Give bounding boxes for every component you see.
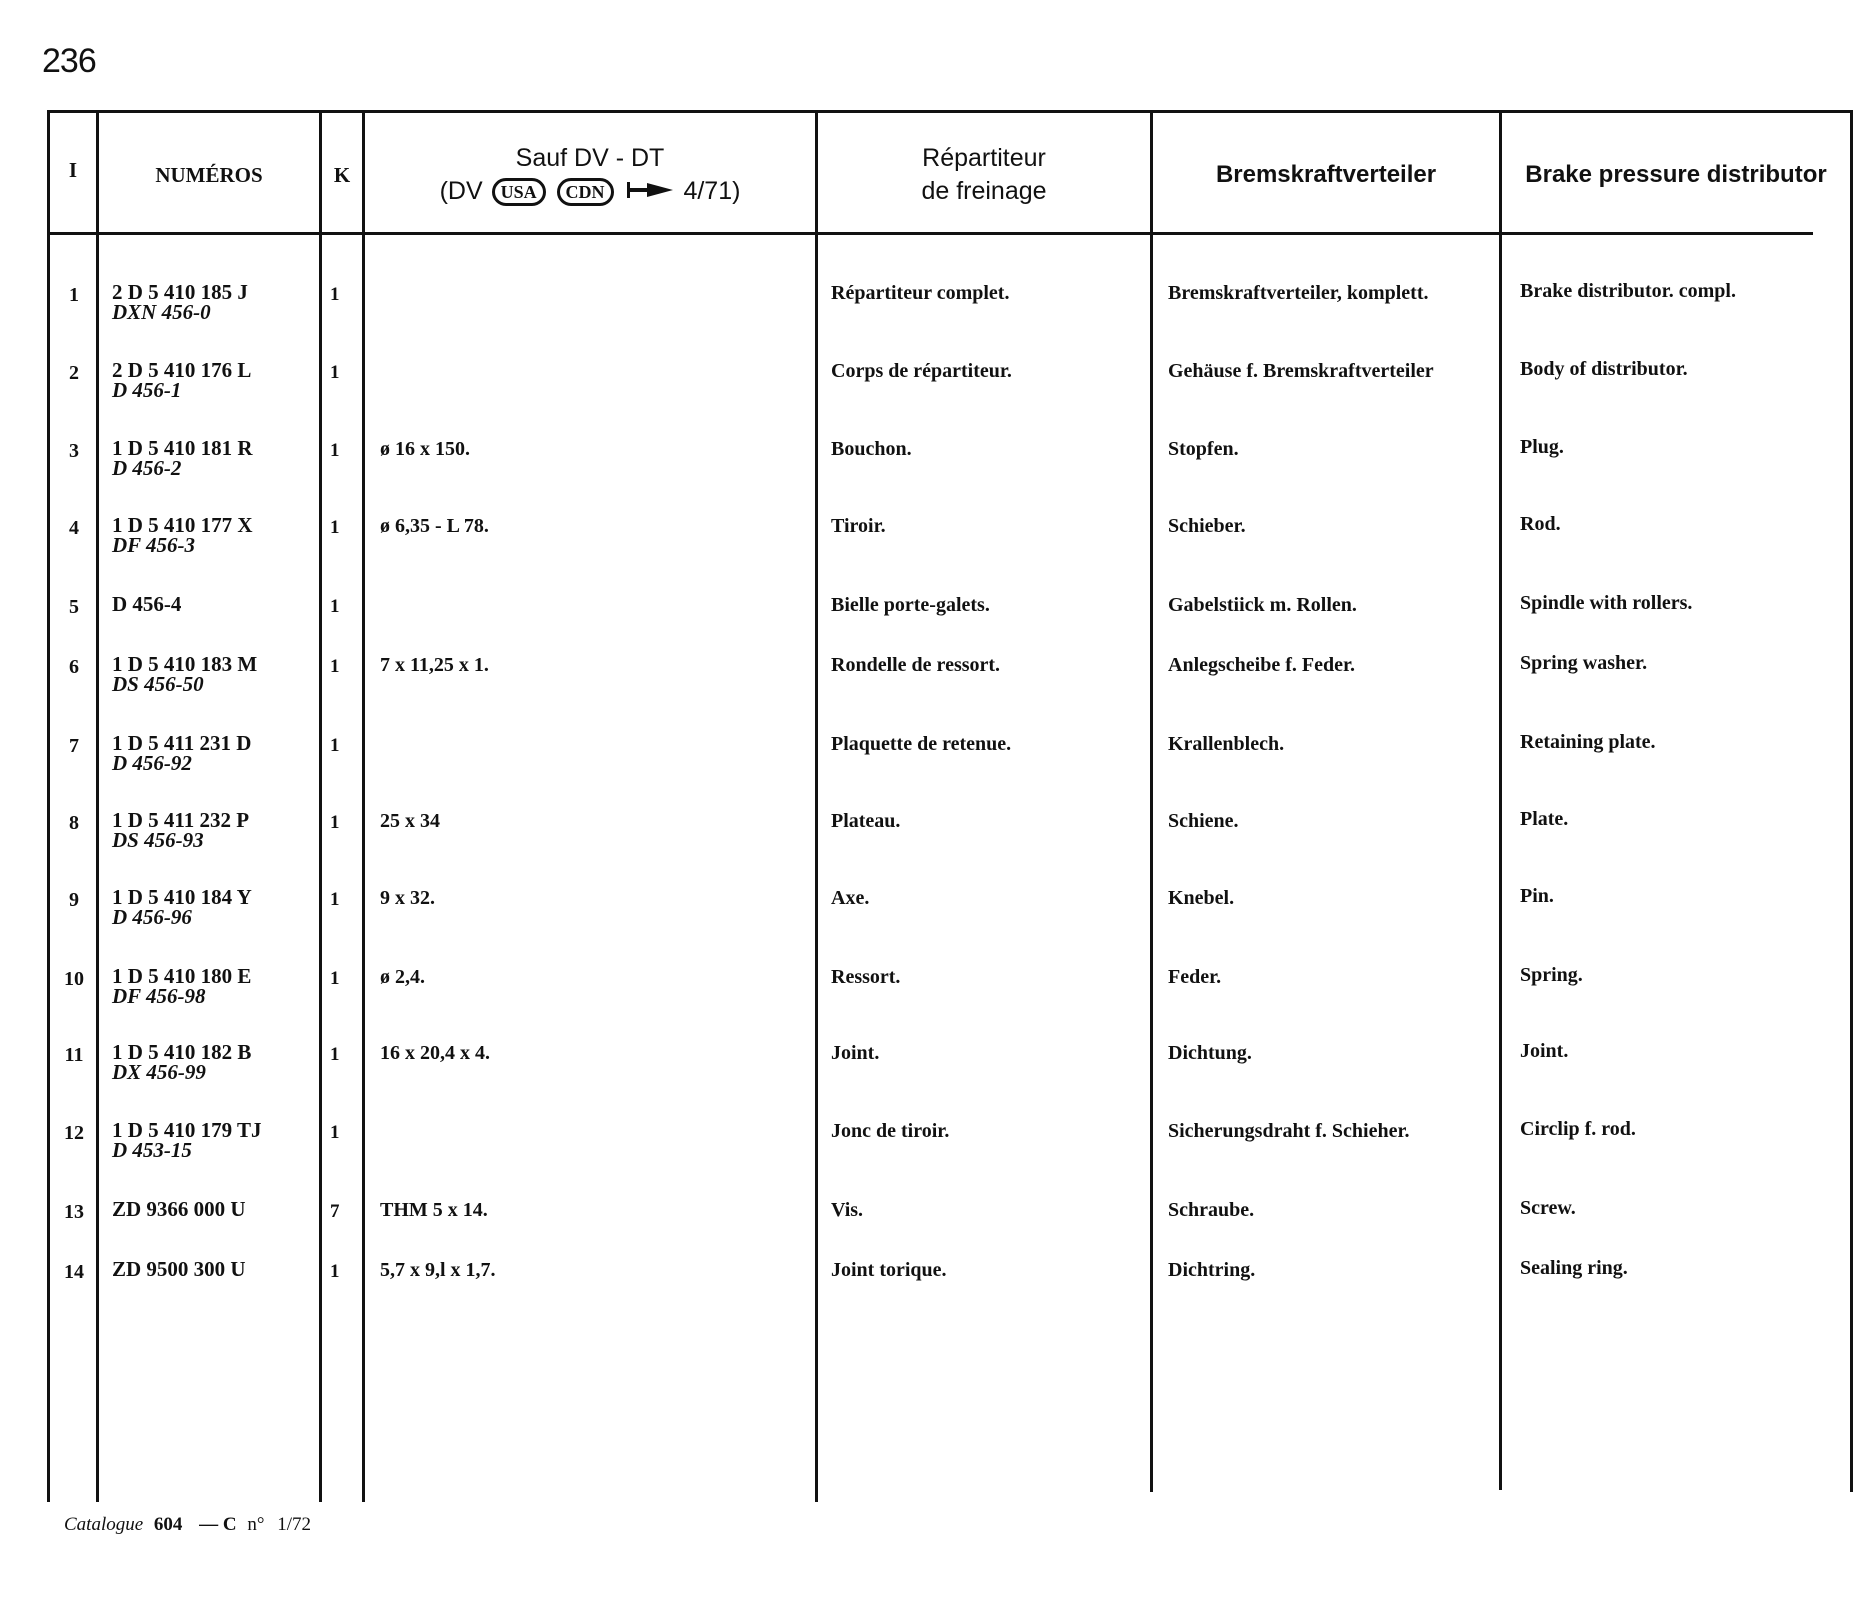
part-reference: D 453-15 <box>112 1138 192 1162</box>
row-quantity: 1 <box>330 284 340 305</box>
part-number: 1 D 5 410 182 B <box>112 1040 252 1064</box>
row-quantity: 1 <box>330 596 340 617</box>
description-fr: Répartiteur complet. <box>831 282 1010 304</box>
row-quantity: 1 <box>330 656 340 677</box>
header-dims-line1: Sauf DV - DT <box>515 143 665 172</box>
header-fr-line2: de freinage <box>921 177 1047 205</box>
part-number: D 456-4 <box>112 592 182 616</box>
row-index: 10 <box>64 968 84 990</box>
row-quantity: 1 <box>330 1044 340 1065</box>
description-en: Rod. <box>1520 513 1561 535</box>
description-en: Screw. <box>1520 1197 1576 1219</box>
row-quantity: 1 <box>330 889 340 910</box>
description-en: Spring. <box>1520 964 1583 986</box>
header-dims-suffix: 4/71) <box>683 176 741 205</box>
description-fr: Tiroir. <box>831 515 886 537</box>
row-index: 14 <box>64 1261 84 1283</box>
row-quantity: 1 <box>330 362 340 383</box>
part-reference: DF 456-3 <box>112 533 196 557</box>
row-index: 4 <box>69 517 79 539</box>
header-dims-line2 <box>440 175 741 209</box>
row-quantity: 7 <box>330 1201 340 1222</box>
footer-number: 604 <box>153 1514 183 1535</box>
row-dimensions: 16 x 20,4 x 4. <box>380 1042 490 1064</box>
header-k: K <box>333 162 351 187</box>
part-reference: D 456-1 <box>112 378 182 402</box>
row-quantity: 1 <box>330 968 340 989</box>
description-fr: Corps de répartiteur. <box>831 360 1012 382</box>
col-divider-fr <box>1150 112 1153 1492</box>
row-quantity: 1 <box>330 440 340 461</box>
description-en: Spring washer. <box>1520 652 1648 674</box>
part-reference: D 456-2 <box>112 456 182 480</box>
row-index: 2 <box>69 362 79 384</box>
description-de: Gehäuse f. Bremskraftverteiler <box>1168 360 1434 382</box>
description-fr: Rondelle de ressort. <box>831 654 1001 676</box>
col-divider-right <box>1850 112 1853 1492</box>
header-numbers: NUMÉROS <box>155 162 263 187</box>
description-de: Bremskraftverteiler, komplett. <box>1168 282 1429 304</box>
row-index: 7 <box>69 735 79 757</box>
description-en: Plate. <box>1520 808 1569 830</box>
row-index: 5 <box>69 596 79 618</box>
description-fr: Axe. <box>831 887 870 909</box>
row-index: 13 <box>64 1201 84 1223</box>
footer-label: Catalogue <box>64 1514 144 1535</box>
description-fr: Joint. <box>831 1042 880 1064</box>
part-reference: DXN 456-0 <box>112 300 211 324</box>
part-number: 2 D 5 410 176 L <box>112 358 252 382</box>
row-dimensions: 25 x 34 <box>380 810 440 832</box>
arrow-right-from-bar-icon <box>627 175 673 208</box>
description-en: Body of distributor. <box>1520 358 1688 380</box>
row-quantity: 1 <box>330 517 340 538</box>
description-en: Retaining plate. <box>1520 731 1656 753</box>
usa-stamp: USA <box>492 178 546 206</box>
col-divider-k <box>362 110 365 1502</box>
row-quantity: 1 <box>330 812 340 833</box>
part-number: ZD 9366 000 U <box>112 1197 246 1221</box>
description-de: Krallenblech. <box>1168 733 1285 755</box>
description-de: Dichtung. <box>1168 1042 1252 1064</box>
part-number: 1 D 5 410 181 R <box>112 436 253 460</box>
col-divider-dims <box>815 110 818 1502</box>
part-number: 1 D 5 410 183 M <box>112 652 258 676</box>
part-number: 1 D 5 411 231 D <box>112 731 252 755</box>
description-en: Pin. <box>1520 885 1554 907</box>
row-dimensions: THM 5 x 14. <box>380 1199 488 1221</box>
description-en: Circlip f. rod. <box>1520 1118 1636 1140</box>
description-de: Schiene. <box>1168 810 1239 832</box>
col-divider-numbers <box>319 110 322 1502</box>
header-en: Brake pressure distributor <box>1525 161 1827 188</box>
description-fr: Vis. <box>831 1199 864 1221</box>
description-fr: Ressort. <box>831 966 901 988</box>
description-de: Stopfen. <box>1168 438 1239 460</box>
description-fr: Bouchon. <box>831 438 912 460</box>
footer-dash: — C <box>199 1514 237 1535</box>
footer-edition: 1/72 <box>277 1514 312 1535</box>
part-number: ZD 9500 300 U <box>112 1257 246 1281</box>
header-fr <box>818 135 1150 215</box>
row-index: 1 <box>69 284 79 306</box>
description-en: Plug. <box>1520 436 1564 458</box>
part-number: 1 D 5 410 180 E <box>112 964 252 988</box>
part-reference: D 456-92 <box>112 751 192 775</box>
header-dims <box>365 135 815 215</box>
row-dimensions: ø 2,4. <box>380 966 425 988</box>
part-number: 1 D 5 410 184 Y <box>112 885 252 909</box>
col-divider-de <box>1499 112 1502 1490</box>
row-quantity: 1 <box>330 735 340 756</box>
header-index: I <box>68 157 78 182</box>
part-reference: D 456-96 <box>112 905 192 929</box>
description-en: Joint. <box>1520 1040 1569 1062</box>
part-number: 1 D 5 411 232 P <box>112 808 250 832</box>
description-de: Schraube. <box>1168 1199 1255 1221</box>
description-en: Sealing ring. <box>1520 1257 1628 1279</box>
row-index: 9 <box>69 889 79 911</box>
row-dimensions: 5,7 x 9,l x 1,7. <box>380 1259 496 1281</box>
row-dimensions: 9 x 32. <box>380 887 435 909</box>
row-index: 3 <box>69 440 79 462</box>
description-fr: Joint torique. <box>831 1259 947 1281</box>
row-quantity: 1 <box>330 1261 340 1282</box>
part-reference: DS 456-50 <box>112 672 204 696</box>
row-index: 6 <box>69 656 79 678</box>
part-number: 2 D 5 410 185 J <box>112 280 248 304</box>
description-de: Anlegscheibe f. Feder. <box>1168 654 1356 676</box>
part-number: 1 D 5 410 179 TJ <box>112 1118 262 1142</box>
description-en: Spindle with rollers. <box>1520 592 1693 614</box>
description-en: Brake distributor. compl. <box>1520 280 1736 302</box>
row-dimensions: ø 16 x 150. <box>380 438 470 460</box>
header-bottom-rule <box>47 232 1813 235</box>
table-top-rule <box>47 110 1853 113</box>
cdn-stamp: CDN <box>557 178 614 206</box>
description-de: Schieber. <box>1168 515 1246 537</box>
description-de: Knebel. <box>1168 887 1235 909</box>
footer-no: n° <box>247 1514 265 1535</box>
header-dims-prefix: (DV <box>439 176 483 205</box>
description-fr: Plaquette de retenue. <box>831 733 1012 755</box>
header-fr-line1: Répartiteur <box>922 144 1046 172</box>
description-de: Dichtring. <box>1168 1259 1256 1281</box>
row-index: 8 <box>69 812 79 834</box>
row-index: 11 <box>64 1044 84 1066</box>
col-divider-index <box>96 110 99 1502</box>
catalogue-footer <box>64 1514 311 1536</box>
description-de: Gabelstiick m. Rollen. <box>1168 594 1357 616</box>
header-de: Bremskraftverteiler <box>1215 161 1437 188</box>
description-fr: Plateau. <box>831 810 901 832</box>
part-reference: DX 456-99 <box>112 1060 206 1084</box>
part-reference: DS 456-93 <box>112 828 204 852</box>
description-fr: Jonc de tiroir. <box>831 1120 950 1142</box>
description-de: Sicherungsdraht f. Schieher. <box>1168 1120 1410 1142</box>
part-number: 1 D 5 410 177 X <box>112 513 253 537</box>
page-number: 236 <box>42 42 96 80</box>
description-fr: Bielle porte-galets. <box>831 594 990 616</box>
row-quantity: 1 <box>330 1122 340 1143</box>
row-index: 12 <box>64 1122 84 1144</box>
description-de: Feder. <box>1168 966 1222 988</box>
part-reference: DF 456-98 <box>112 984 206 1008</box>
col-divider-left <box>47 110 50 1502</box>
row-dimensions: ø 6,35 - L 78. <box>380 515 489 537</box>
row-dimensions: 7 x 11,25 x 1. <box>380 654 489 676</box>
